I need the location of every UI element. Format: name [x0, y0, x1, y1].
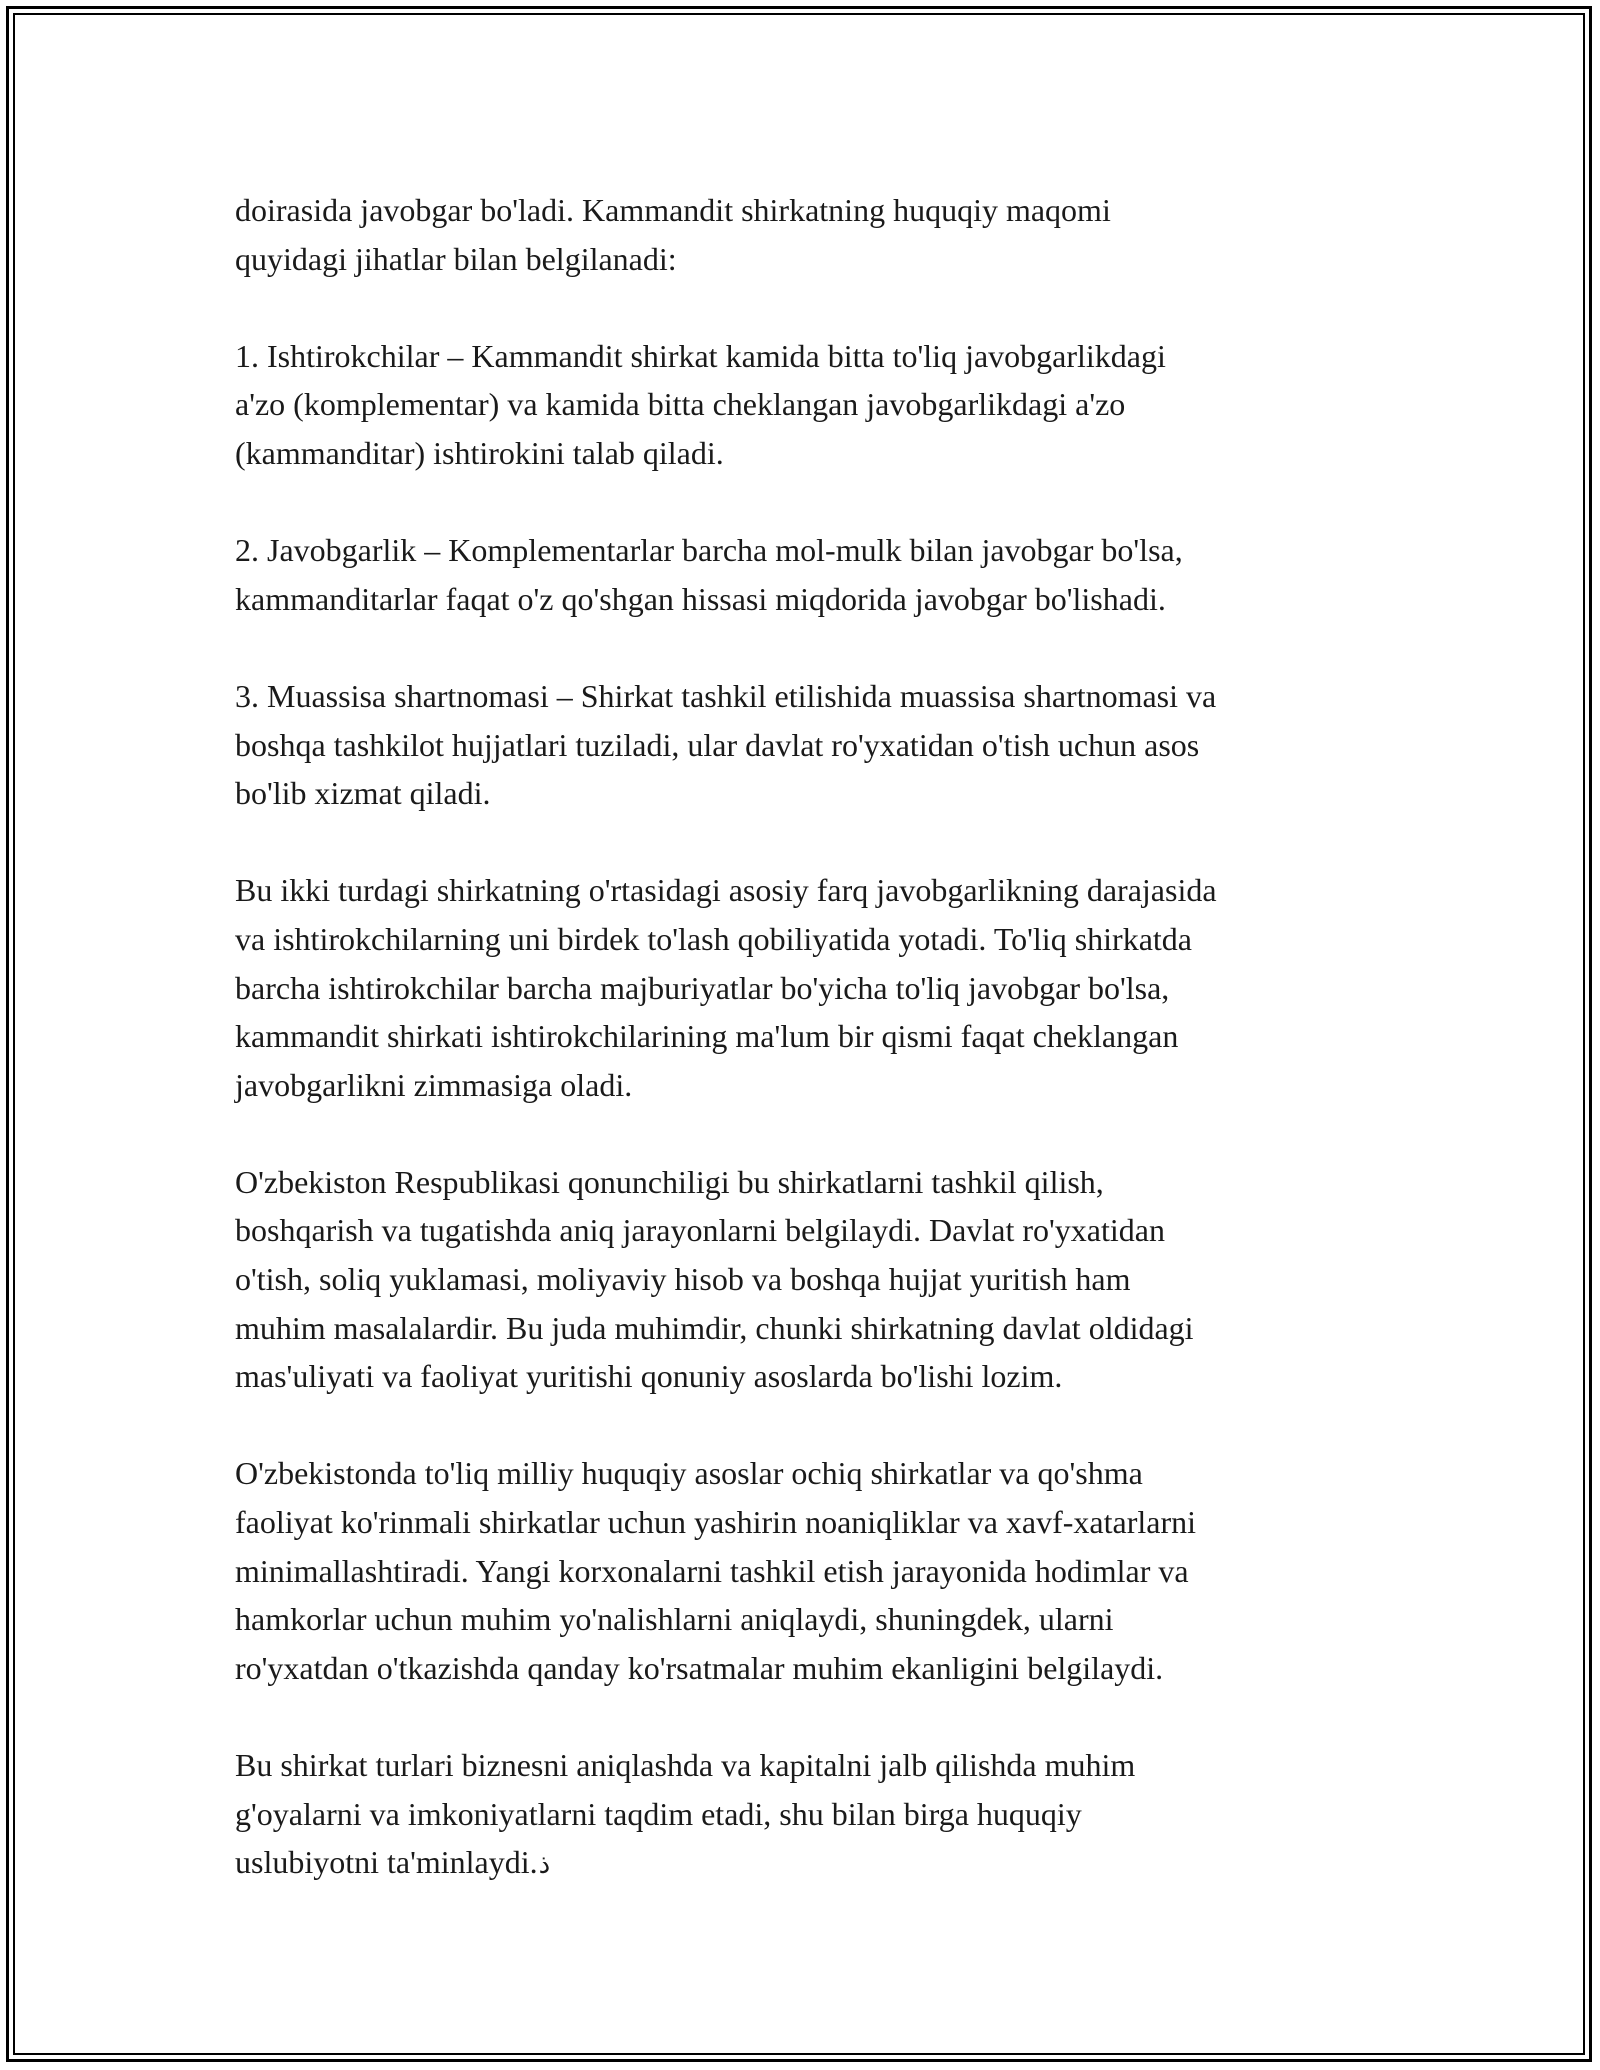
- paragraph-conclusion: [235, 1741, 1375, 1890]
- paragraph-founding-agreement: 3. Muassisa shartnomasi – Shirkat tashkil etilishida muassisa shartnomasi va boshqa tashkilot hujjatlari tuziladi, ular davlat ro'yxatidan o'tish uchun asos bo'lib xizmat qiladi.: [235, 677, 1217, 812]
- paragraph-participants: 1. Ishtirokchilar – Kammandit shirkat kamida bitta to'liq javobgarlikdagi a'zo (komplementar) va kamida bitta cheklangan javobgarlikdagi a'zo (kammanditar) ishtirokini talab qiladi.: [235, 337, 1166, 471]
- paragraph-liability: 2. Javobgarlik – Komplementarlar barcha mol-mulk bilan javobgar bo'lsa, kammanditarlar faqat o'z qo'shgan hissasi miqdorida javobgar bo'lishadi.: [235, 532, 1183, 617]
- paragraph-legislation: O'zbekiston Respublikasi qonunchiligi bu shirkatlarni tashkil qilish, boshqarish va tugatishda aniq jarayonlarni belgilaydi. Davlat ro'yxatidan o'tish, soliq yuklamasi, moliyaviy hisob va boshqa hujjat yuritish ham muhim masalalardir. Bu juda muhimdir, chunki shirkatning davlat oldidagi mas'uliyati va faoliyat yuritishi qonuniy asoslarda bo'lishi lozim.: [235, 1163, 1194, 1395]
- paragraph-intro: doirasida javobgar bo'ladi. Kammandit shirkatning huquqiy maqomi quyidagi jihatlar bilan belgilanadi:: [235, 192, 1111, 277]
- paragraph-legal-basis: O'zbekistonda to'liq milliy huquqiy asoslar ochiq shirkatlar va qo'shma faoliyat ko'rinmali shirkatlar uchun yashirin noaniqliklar va xavf-xatarlarni minimallashtiradi. Yangi korxonalarni tashkil etish jarayonida hodimlar va hamkorlar uchun muhim yo'nalishlarni aniqlaydi, shuningdek, ularni ro'yxatdan o'tkazishda qanday ko'rsatmalar muhim ekanligini belgilaydi.: [235, 1455, 1196, 1686]
- conclusion-text: Bu shirkat turlari biznesni aniqlashda va kapitalni jalb qilishda muhim g'oyalarni va imkoniyatlarni taqdim etadi, shu bilan birga huquqiy uslubiyotni ta'minlaydi.: [235, 1747, 1136, 1881]
- paragraph-difference: Bu ikki turdagi shirkatning o'rtasidagi asosiy farq javobgarlikning darajasida va ishtirokchilarning uni birdek to'lash qobiliyatida yotadi. To'liq shirkatda barcha ishtirokchilar barcha majburiyatlar bo'yicha to'liq javobgar bo'lsa, kammandit shirkati ishtirokchilarining ma'lum bir qismi faqat cheklangan javobgarlikni zimmasiga oladi.: [235, 872, 1217, 1103]
- document-body: [235, 186, 1375, 1890]
- end-mark-glyph: ذ: [538, 1850, 551, 1881]
